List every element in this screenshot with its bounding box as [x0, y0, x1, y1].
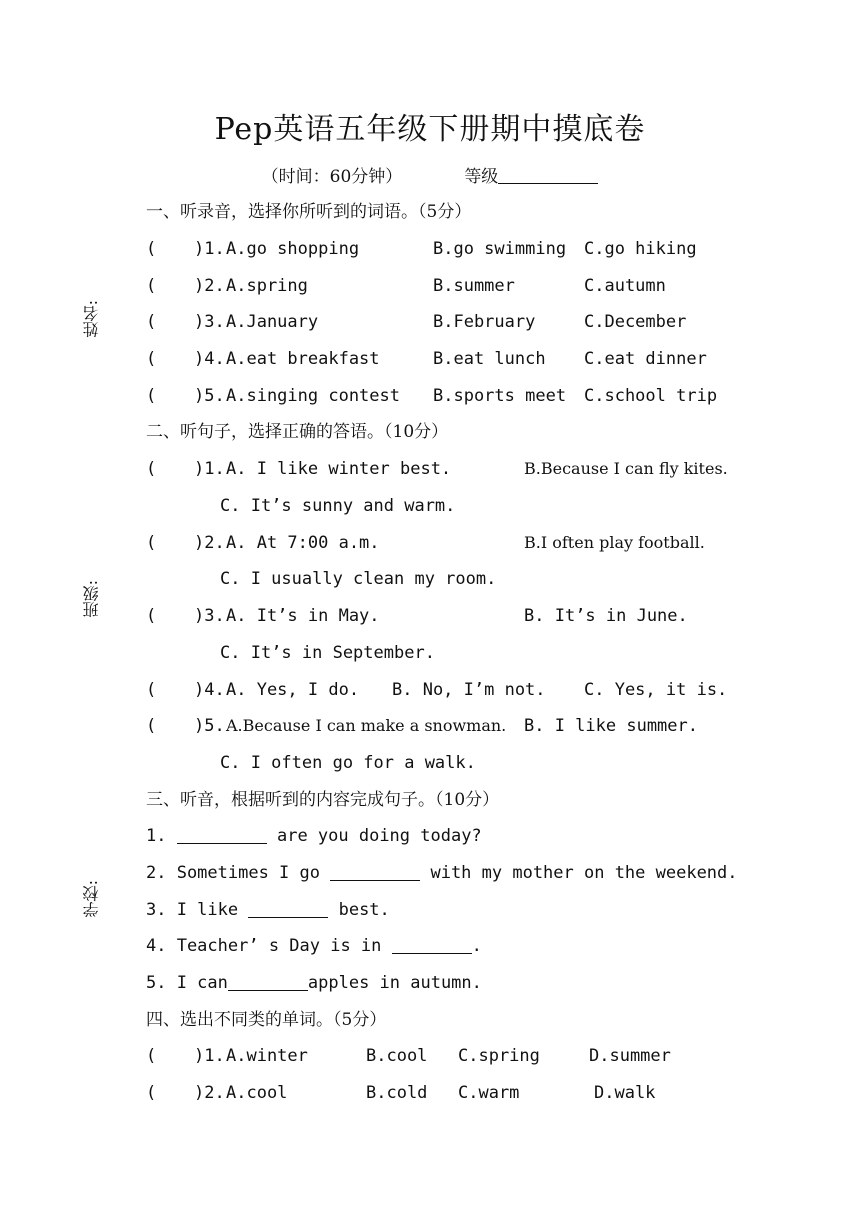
- section1-heading: 一、听录音，选择你所听到的词语。（5分）: [146, 202, 472, 222]
- option-a: A.eat breakfast: [226, 349, 380, 369]
- question-number: )3.: [194, 606, 225, 626]
- question-number: )3.: [194, 312, 225, 332]
- time-limit: （时间：60分钟）: [261, 167, 403, 187]
- sentence-text: apples in autumn.: [307, 973, 482, 993]
- answer-paren[interactable]: (: [146, 459, 157, 479]
- option-c: C. Yes, it is.: [584, 680, 728, 700]
- answer-blank[interactable]: [177, 825, 267, 844]
- grade-blank[interactable]: [498, 167, 598, 184]
- sentence-text: .: [471, 936, 482, 956]
- answer-paren[interactable]: (: [146, 1083, 157, 1103]
- sentence-text: 4. Teacher’ s Day is in: [146, 936, 392, 956]
- option-b: B.go swimming: [433, 239, 567, 259]
- question-number: )1.: [194, 239, 225, 259]
- answer-paren[interactable]: (: [146, 276, 157, 296]
- answer-paren[interactable]: (: [146, 1046, 157, 1066]
- option-a: A.singing contest: [226, 386, 400, 406]
- option-b: B.February: [433, 312, 536, 332]
- answer-paren[interactable]: (: [146, 716, 157, 736]
- section3-sentence: [146, 933, 482, 959]
- option-b: B. No, I’m not.: [392, 680, 546, 700]
- answer-blank[interactable]: [392, 935, 472, 954]
- option-b: B.cool: [366, 1046, 428, 1066]
- option-a: A. I like winter best.: [226, 459, 452, 479]
- question-number: )5.: [194, 716, 225, 736]
- answer-paren[interactable]: (: [146, 606, 157, 626]
- grade-label: 等级: [464, 167, 499, 187]
- option-a: A.spring: [226, 276, 308, 296]
- sentence-text: are you doing today?: [266, 826, 482, 846]
- section3-sentence: [146, 897, 390, 923]
- answer-paren[interactable]: (: [146, 680, 157, 700]
- sentence-text: 5. I can: [146, 973, 228, 993]
- option-a: A. At 7:00 a.m.: [226, 533, 380, 553]
- sentence-text: 3. I like: [146, 900, 249, 920]
- question-number: )2.: [194, 276, 225, 296]
- answer-paren[interactable]: (: [146, 386, 157, 406]
- sentence-text: with my mother on the weekend.: [420, 863, 738, 883]
- option-b: B.sports meet: [433, 386, 567, 406]
- section3-sentence: [146, 823, 482, 849]
- option-c: C. It’s sunny and warm.: [220, 496, 456, 516]
- question-number: )2.: [194, 533, 225, 553]
- option-b: B.I often play football.: [524, 533, 705, 552]
- option-c: C.autumn: [584, 276, 666, 296]
- question-number: )4.: [194, 349, 225, 369]
- option-b: B.Because I can fly kites.: [524, 459, 728, 478]
- option-a: A. Yes, I do.: [226, 680, 360, 700]
- side-label-name: 姓名:: [82, 300, 101, 338]
- side-label-class: 班级:: [82, 580, 101, 618]
- sentence-text: 2. Sometimes I go: [146, 863, 331, 883]
- question-number: )4.: [194, 680, 225, 700]
- section3-sentence: [146, 860, 738, 886]
- section4-heading: 四、选出不同类的单词。（5分）: [146, 1010, 387, 1030]
- answer-paren[interactable]: (: [146, 533, 157, 553]
- sentence-number: 1.: [146, 826, 167, 846]
- section3-heading: 三、听音，根据听到的内容完成句子。（10分）: [146, 790, 500, 810]
- option-b: B. I like summer.: [524, 716, 698, 736]
- side-label-school: 学校:: [82, 880, 101, 918]
- section2-heading: 二、听句子，选择正确的答语。（10分）: [146, 422, 449, 442]
- option-b: B.eat lunch: [433, 349, 546, 369]
- question-number: )1.: [194, 1046, 225, 1066]
- option-c: C.spring: [458, 1046, 540, 1066]
- option-c: C.December: [584, 312, 687, 332]
- option-c: C.warm: [458, 1083, 520, 1103]
- option-c: C. It’s in September.: [220, 643, 435, 663]
- answer-blank[interactable]: [248, 899, 328, 918]
- question-number: )1.: [194, 459, 225, 479]
- option-b: B. It’s in June.: [524, 606, 688, 626]
- option-c: C.school trip: [584, 386, 718, 406]
- option-b: B.cold: [366, 1083, 428, 1103]
- option-d: D.walk: [594, 1083, 656, 1103]
- page-title: Pep英语五年级下册期中摸底卷: [214, 112, 646, 147]
- option-c: C.eat dinner: [584, 349, 707, 369]
- answer-paren[interactable]: (: [146, 239, 157, 259]
- option-b: B.summer: [433, 276, 515, 296]
- option-d: D.summer: [589, 1046, 671, 1066]
- section3-sentence: [146, 970, 482, 996]
- option-a: A.cool: [226, 1083, 288, 1103]
- option-c: C. I usually clean my room.: [220, 569, 497, 589]
- question-number: )2.: [194, 1083, 225, 1103]
- answer-paren[interactable]: (: [146, 312, 157, 332]
- answer-blank[interactable]: [330, 862, 420, 881]
- answer-paren[interactable]: (: [146, 349, 157, 369]
- question-number: )5.: [194, 386, 225, 406]
- answer-blank[interactable]: [228, 972, 308, 991]
- option-a: A. It’s in May.: [226, 606, 380, 626]
- exam-subtitle: [0, 162, 860, 187]
- sentence-text: best.: [328, 900, 390, 920]
- option-a: A.winter: [226, 1046, 308, 1066]
- option-c: C. I often go for a walk.: [220, 753, 476, 773]
- option-a: A.January: [226, 312, 319, 332]
- option-a: A.go shopping: [226, 239, 360, 259]
- option-a: A.Because I can make a snowman.: [226, 716, 507, 735]
- option-c: C.go hiking: [584, 239, 697, 259]
